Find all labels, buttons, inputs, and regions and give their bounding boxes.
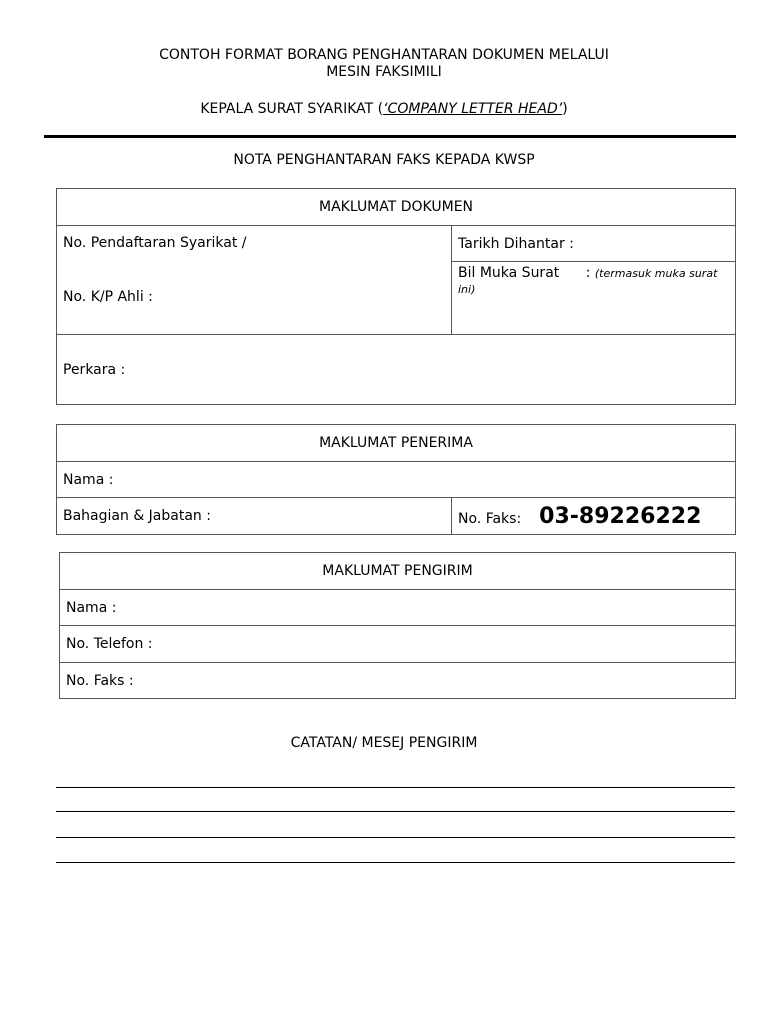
recipient-name-field[interactable]: Nama : [57,462,736,498]
notes-line[interactable] [56,837,735,838]
letterhead-company: ‘COMPANY LETTER HEAD’ [383,101,563,117]
recipient-fax-cell [452,498,736,535]
sender-info-heading: MAKLUMAT PENGIRIM [60,553,736,590]
letterhead-prefix: KEPALA SURAT SYARIKAT ( [200,101,384,117]
document-info-table [56,188,736,405]
notes-heading: CATATAN/ MESEJ PENGIRIM [290,735,478,751]
letterhead-placeholder [0,101,768,117]
ic-no-label: No. K/P Ahli : [63,289,153,305]
recipient-fax-label: No. Faks: [458,510,522,527]
header-divider [44,135,736,138]
page-count-label: Bil Muka Surat [458,265,560,281]
document-info-heading: MAKLUMAT DOKUMEN [57,189,736,226]
date-sent-field[interactable]: Tarikh Dihantar : [452,226,736,262]
form-title-line2: MESIN FAKSIMILI [326,64,442,80]
notes-line[interactable] [56,862,735,863]
letterhead-suffix: ) [562,101,568,117]
subject-field[interactable]: Perkara : [57,335,736,405]
recipient-info-table [56,424,736,535]
recipient-fax-number: 03-89226222 [539,503,702,529]
recipient-info-heading: MAKLUMAT PENERIMA [57,425,736,462]
notes-line[interactable] [56,811,735,812]
sender-fax-field[interactable]: No. Faks : [60,663,736,699]
sender-phone-field[interactable]: No. Telefon : [60,626,736,663]
page-count-note: (termasuk muka surat ini) [458,267,718,296]
page-count-field[interactable] [452,262,736,335]
registration-cell [57,226,452,335]
sender-name-field[interactable]: Nama : [60,590,736,626]
sender-info-table [59,552,736,699]
page-count-colon: : [585,265,591,281]
notes-line[interactable] [56,787,735,788]
registration-no-label: No. Pendaftaran Syarikat / [63,235,247,251]
form-title-line1: CONTOH FORMAT BORANG PENGHANTARAN DOKUMEN MELALUI [159,47,609,63]
recipient-department-field[interactable]: Bahagian & Jabatan : [57,498,452,535]
nota-heading: NOTA PENGHANTARAN FAKS KEPADA KWSP [233,152,535,168]
